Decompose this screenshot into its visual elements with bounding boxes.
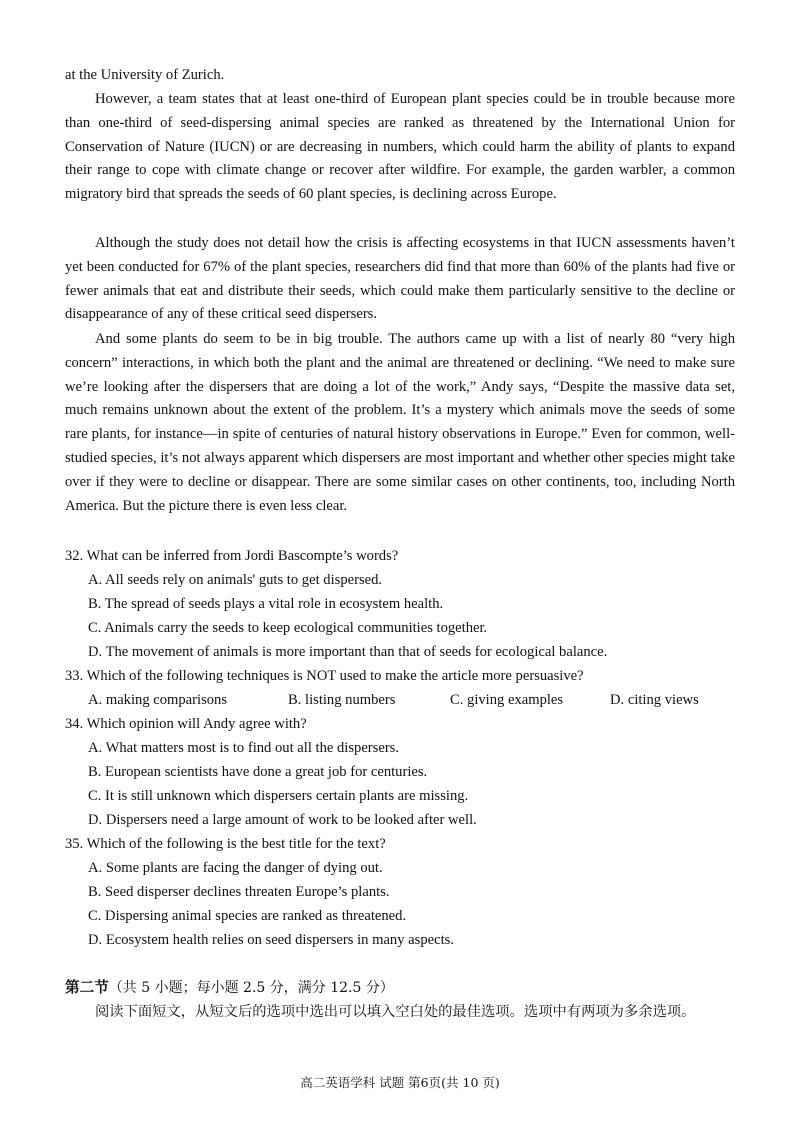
- section-2-instruction: 阅读下面短文，从短文后的选项中选出可以填入空白处的最佳选项。选项中有两项为多余选项。: [95, 1004, 696, 1020]
- section-2-scoring: （共 5 小题；每小题 2.5 分，满分 12.5 分）: [108, 980, 394, 996]
- question-33-option-b: B. listing numbers: [288, 692, 396, 708]
- question-35-stem: 35. Which of the following is the best title for the text?: [65, 836, 386, 852]
- question-35-option-a: A. Some plants are facing the danger of dying out.: [88, 860, 383, 876]
- question-35-option-b: B. Seed disperser declines threaten Europe’s plants.: [88, 884, 390, 900]
- question-33-options: [88, 689, 748, 713]
- passage-paragraph-2: Although the study does not detail how the crisis is affecting ecosystems in that IUCN assessments haven’t yet been conducted for 67% of the plant species, researchers did find that more than 60% of the plants had five or fewer animals that eat and distribute their seeds, which could make them particularly sensitive to the decline or disappearance of any of these critical seed dispersers.: [65, 235, 735, 323]
- page-footer: 高二英语学科 试题 第6页(共 10 页): [300, 1075, 500, 1090]
- question-35-option-c: C. Dispersing animal species are ranked as threatened.: [88, 908, 407, 924]
- question-34-option-d: D. Dispersers need a large amount of work to be looked after well.: [88, 812, 477, 828]
- question-32-option-d: D. The movement of animals is more important than that of seeds for ecological balance.: [88, 644, 608, 660]
- question-32-option-c: C. Animals carry the seeds to keep ecological communities together.: [88, 620, 488, 636]
- question-33-stem: 33. Which of the following techniques is NOT used to make the article more persuasive?: [65, 668, 584, 684]
- question-34-option-c: C. It is still unknown which dispersers certain plants are missing.: [88, 788, 469, 804]
- question-34-stem: 34. Which opinion will Andy agree with?: [65, 716, 307, 732]
- passage-paragraph-0: at the University of Zurich.: [65, 67, 225, 83]
- question-34-option-b: B. European scientists have done a great job for centuries.: [88, 764, 428, 780]
- question-35-option-d: D. Ecosystem health relies on seed dispersers in many aspects.: [88, 932, 454, 948]
- question-32-option-a: A. All seeds rely on animals' guts to get dispersed.: [88, 572, 383, 588]
- passage-paragraph-3: And some plants do seem to be in big trouble. The authors came up with a list of nearly 80 “very high concern” interactions, in which both the plant and the animal are threatened or declining. “We need to make sure we’re looking after the dispersers that are doing a lot of the work,” Andy says, “Despite the massive data set, much remains unknown about the extent of the problem. It’s a mystery which animals move the seeds of some rare plants, for instance—in spite of centuries of natural history observations in Europe.” Even for common, well-studied species, it’s not always apparent which dispersers are most important and whether other species might take over if they were to decline or disappear. There are some similar cases on other continents, too, including North America. But the picture there is even less clear.: [65, 331, 735, 514]
- question-33-option-d: D. citing views: [610, 692, 699, 708]
- section-2-title: 第二节: [65, 979, 109, 996]
- question-33-option-a: A. making comparisons: [88, 692, 228, 708]
- section-2-heading: [65, 976, 394, 1000]
- question-34-option-a: A. What matters most is to find out all the dispersers.: [88, 740, 400, 756]
- question-32-option-b: B. The spread of seeds plays a vital role in ecosystem health.: [88, 596, 444, 612]
- passage-paragraph-1: However, a team states that at least one-third of European plant species could be in trouble because more than one-third of seed-dispersing animal species are ranked as threatened by the International Union for Conservation of Nature (IUCN) or are decreasing in numbers, which could harm the ability of plants to expand their range to cope with climate change or recover after wildfire. For example, the garden warbler, a common migratory bird that spreads the seeds of 60 plant species, is declining across Europe.: [65, 91, 735, 203]
- question-32-stem: 32. What can be inferred from Jordi Bascompte’s words?: [65, 548, 399, 564]
- question-33-option-c: C. giving examples: [450, 692, 564, 708]
